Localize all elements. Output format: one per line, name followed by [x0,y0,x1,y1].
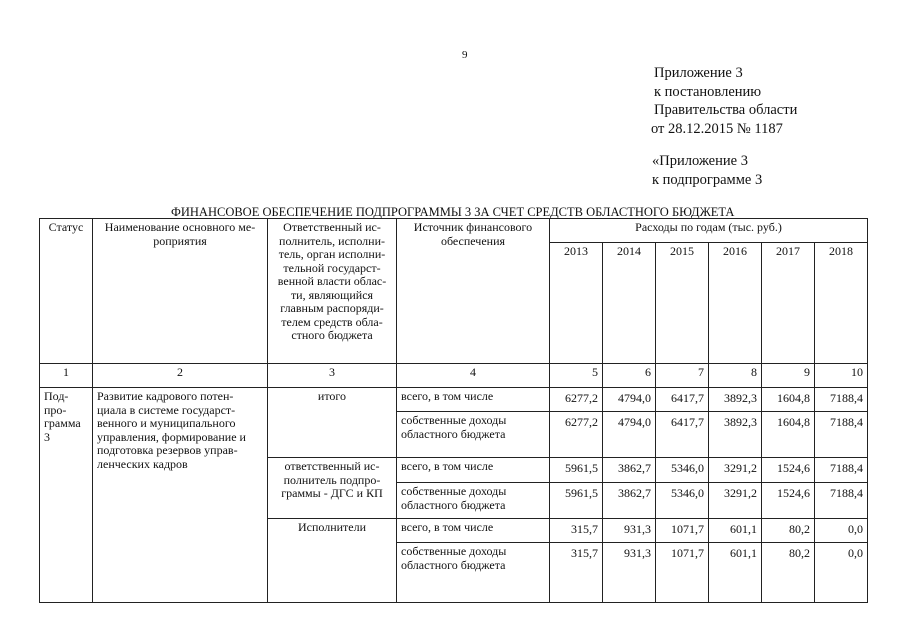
sub-appendix-line: «Приложение 3 [652,153,748,169]
source-cell: собственные доходы областного бюджета [397,543,550,603]
value-cell: 7188,4 [815,458,868,483]
value-cell: 3862,7 [603,458,656,483]
activity-cell: Развитие кадрового потен- циала в системе государст- венного и муниципального управления, формирование и подготовка резервов управ- ленческих кадров [93,388,268,603]
value-cell: 5346,0 [656,458,709,483]
executor-cell: ответственный ис- полнитель подпро- граммы - ДГС и КП [268,458,397,519]
value-cell: 3892,3 [709,388,762,412]
value-cell: 5961,5 [550,458,603,483]
appendix-line: к постановлению [654,83,762,100]
column-number: 2 [93,364,268,388]
column-number: 6 [603,364,656,388]
header-activity [93,219,268,364]
header-year: 2015 [656,243,709,364]
value-cell: 4794,0 [603,412,656,458]
value-cell: 601,1 [709,543,762,603]
column-number: 7 [656,364,709,388]
source-cell: всего, в том числе [397,519,550,543]
value-cell: 80,2 [762,543,815,603]
value-cell: 0,0 [815,543,868,603]
value-cell: 315,7 [550,543,603,603]
header-year: 2018 [815,243,868,364]
source-cell: всего, в том числе [397,388,550,412]
value-cell: 6417,7 [656,388,709,412]
value-cell: 3291,2 [709,483,762,519]
value-cell: 601,1 [709,519,762,543]
column-number: 8 [709,364,762,388]
status-cell: Под- про- грамма 3 [40,388,93,603]
page-number: 9 [462,49,468,61]
column-number: 10 [815,364,868,388]
value-cell: 80,2 [762,519,815,543]
value-cell: 7188,4 [815,483,868,519]
sub-appendix-line: к подпрограмме 3 [652,171,763,188]
value-cell: 931,3 [603,543,656,603]
column-number: 5 [550,364,603,388]
value-cell: 1071,7 [656,543,709,603]
value-cell: 4794,0 [603,388,656,412]
table-row [40,388,868,412]
value-cell: 3291,2 [709,458,762,483]
value-cell: 6277,2 [550,412,603,458]
value-cell: 6417,7 [656,412,709,458]
value-cell: 3892,3 [709,412,762,458]
source-cell: собственные доходы областного бюджета [397,483,550,519]
column-number-row [40,364,868,388]
appendix-line: Приложение 3 [654,65,743,81]
financing-table [39,218,868,603]
header-expenses: Расходы по годам (тыс. руб.) [550,219,868,243]
executor-cell: итого [268,388,397,458]
header-source [397,219,550,364]
header-source-text: Источник финансового обеспечения [413,220,533,248]
value-cell: 6277,2 [550,388,603,412]
header-year: 2016 [709,243,762,364]
value-cell: 1071,7 [656,519,709,543]
column-number: 3 [268,364,397,388]
appendix-line: Правительства области [654,102,798,118]
header-activity-text: Наименование основного ме- роприятия [104,220,256,248]
value-cell: 7188,4 [815,388,868,412]
value-cell: 3862,7 [603,483,656,519]
document-title: ФИНАНСОВОЕ ОБЕСПЕЧЕНИЕ ПОДПРОГРАММЫ 3 ЗА СЧЕТ СРЕДСТВ ОБЛАСТНОГО БЮДЖЕТА [171,205,735,219]
value-cell: 1604,8 [762,412,815,458]
value-cell: 1604,8 [762,388,815,412]
value-cell: 5961,5 [550,483,603,519]
value-cell: 1524,6 [762,483,815,519]
value-cell: 931,3 [603,519,656,543]
header-year: 2017 [762,243,815,364]
column-number: 4 [397,364,550,388]
header-year: 2013 [550,243,603,364]
source-cell: всего, в том числе [397,458,550,483]
value-cell: 7188,4 [815,412,868,458]
header-year: 2014 [603,243,656,364]
column-number: 9 [762,364,815,388]
value-cell: 5346,0 [656,483,709,519]
value-cell: 315,7 [550,519,603,543]
value-cell: 1524,6 [762,458,815,483]
executor-cell: Исполнители [268,519,397,603]
appendix-block [651,64,797,138]
header-status: Статус [40,219,93,364]
header-executor-text: Ответственный ис- полнитель, исполни- тель, орган исполни- тельной государст- венной власти облас- ти, являющийся главным распоряди- телем средств обла- стного бюджета [277,220,387,342]
sub-appendix-block [652,152,762,189]
value-cell: 0,0 [815,519,868,543]
appendix-line: от 28.12.2015 № 1187 [651,120,783,137]
source-cell: собственные доходы областного бюджета [397,412,550,458]
header-executor [268,219,397,364]
column-number: 1 [40,364,93,388]
